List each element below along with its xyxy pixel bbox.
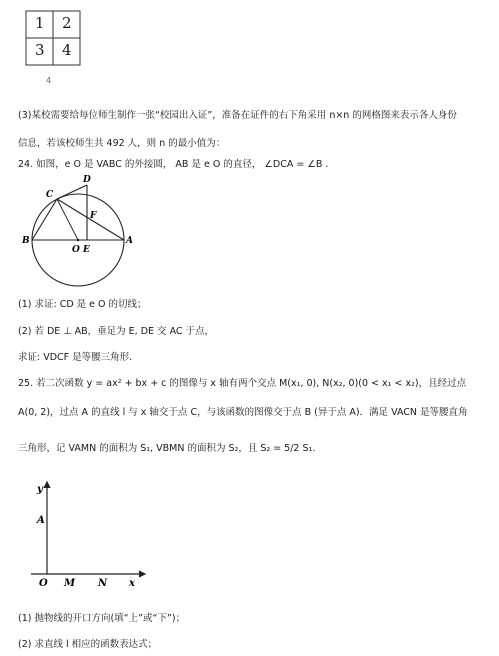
q24-stem: 24. 如图，e O 是 VABC 的外接圆， AB 是 e O 的直径， ∠DCA = ∠B .	[18, 159, 329, 170]
label-B: B	[22, 236, 30, 246]
label-D: D	[83, 175, 91, 185]
grid-figure	[25, 10, 85, 70]
grid-cell-4: 4	[62, 41, 72, 59]
q24-part2b: 求证: VDCF 是等腰三角形.	[18, 352, 133, 363]
label-C: C	[46, 190, 54, 200]
label-O: O	[72, 245, 80, 255]
label-E: E	[83, 245, 90, 255]
axes-figure	[25, 478, 155, 593]
q3-line2: 信息，若该校师生共 492 人，则 n 的最小值为：	[18, 138, 226, 149]
label-A2: A	[37, 515, 45, 526]
label-y: y	[37, 484, 43, 495]
label-N: N	[98, 578, 108, 589]
grid-caption: 4	[46, 76, 52, 85]
q25-line2: A(0, 2)，过点 A 的直线 l 与 x 轴交于点 C，与该函数的图像交于点 B (异于点 A)．满足 VACN 是等腰直角	[18, 407, 468, 418]
q25-part2: (2) 求直线 l 相应的函数表达式；	[18, 639, 158, 650]
label-A: A	[126, 236, 133, 246]
q25-line1: 25. 若二次函数 y = ax² + bx + c 的图像与 x 轴有两个交点 M(x₁, 0), N(x₂, 0)(0 < x₁ < x₂)，且经过点	[18, 378, 467, 389]
label-x: x	[129, 578, 135, 589]
label-M: M	[64, 578, 76, 589]
grid-cell-2: 2	[62, 14, 72, 32]
circle-figure	[20, 175, 170, 295]
q24-part2: (2) 若 DE ⊥ AB，垂足为 E, DE 交 AC 于点，	[18, 326, 215, 337]
grid-cell-3: 3	[35, 41, 45, 59]
q25-part1: (1) 抛物线的开口方向(填“上”或“下”)；	[18, 613, 186, 624]
q24-part1: (1) 求证: CD 是 e O 的切线；	[18, 299, 147, 310]
label-F: F	[90, 211, 97, 221]
q3-line1: (3)某校需要给每位师生制作一张“校园出入证”，准备在证件的右下角采用 n×n 的网格图来表示各人身份	[18, 110, 457, 121]
grid-cell-1: 1	[35, 14, 45, 32]
label-O2: O	[39, 578, 48, 589]
q25-line3: 三角形，记 VAMN 的面积为 S₁, VBMN 的面积为 S₂，且 S₂ = 5/2 S₁.	[18, 443, 316, 454]
